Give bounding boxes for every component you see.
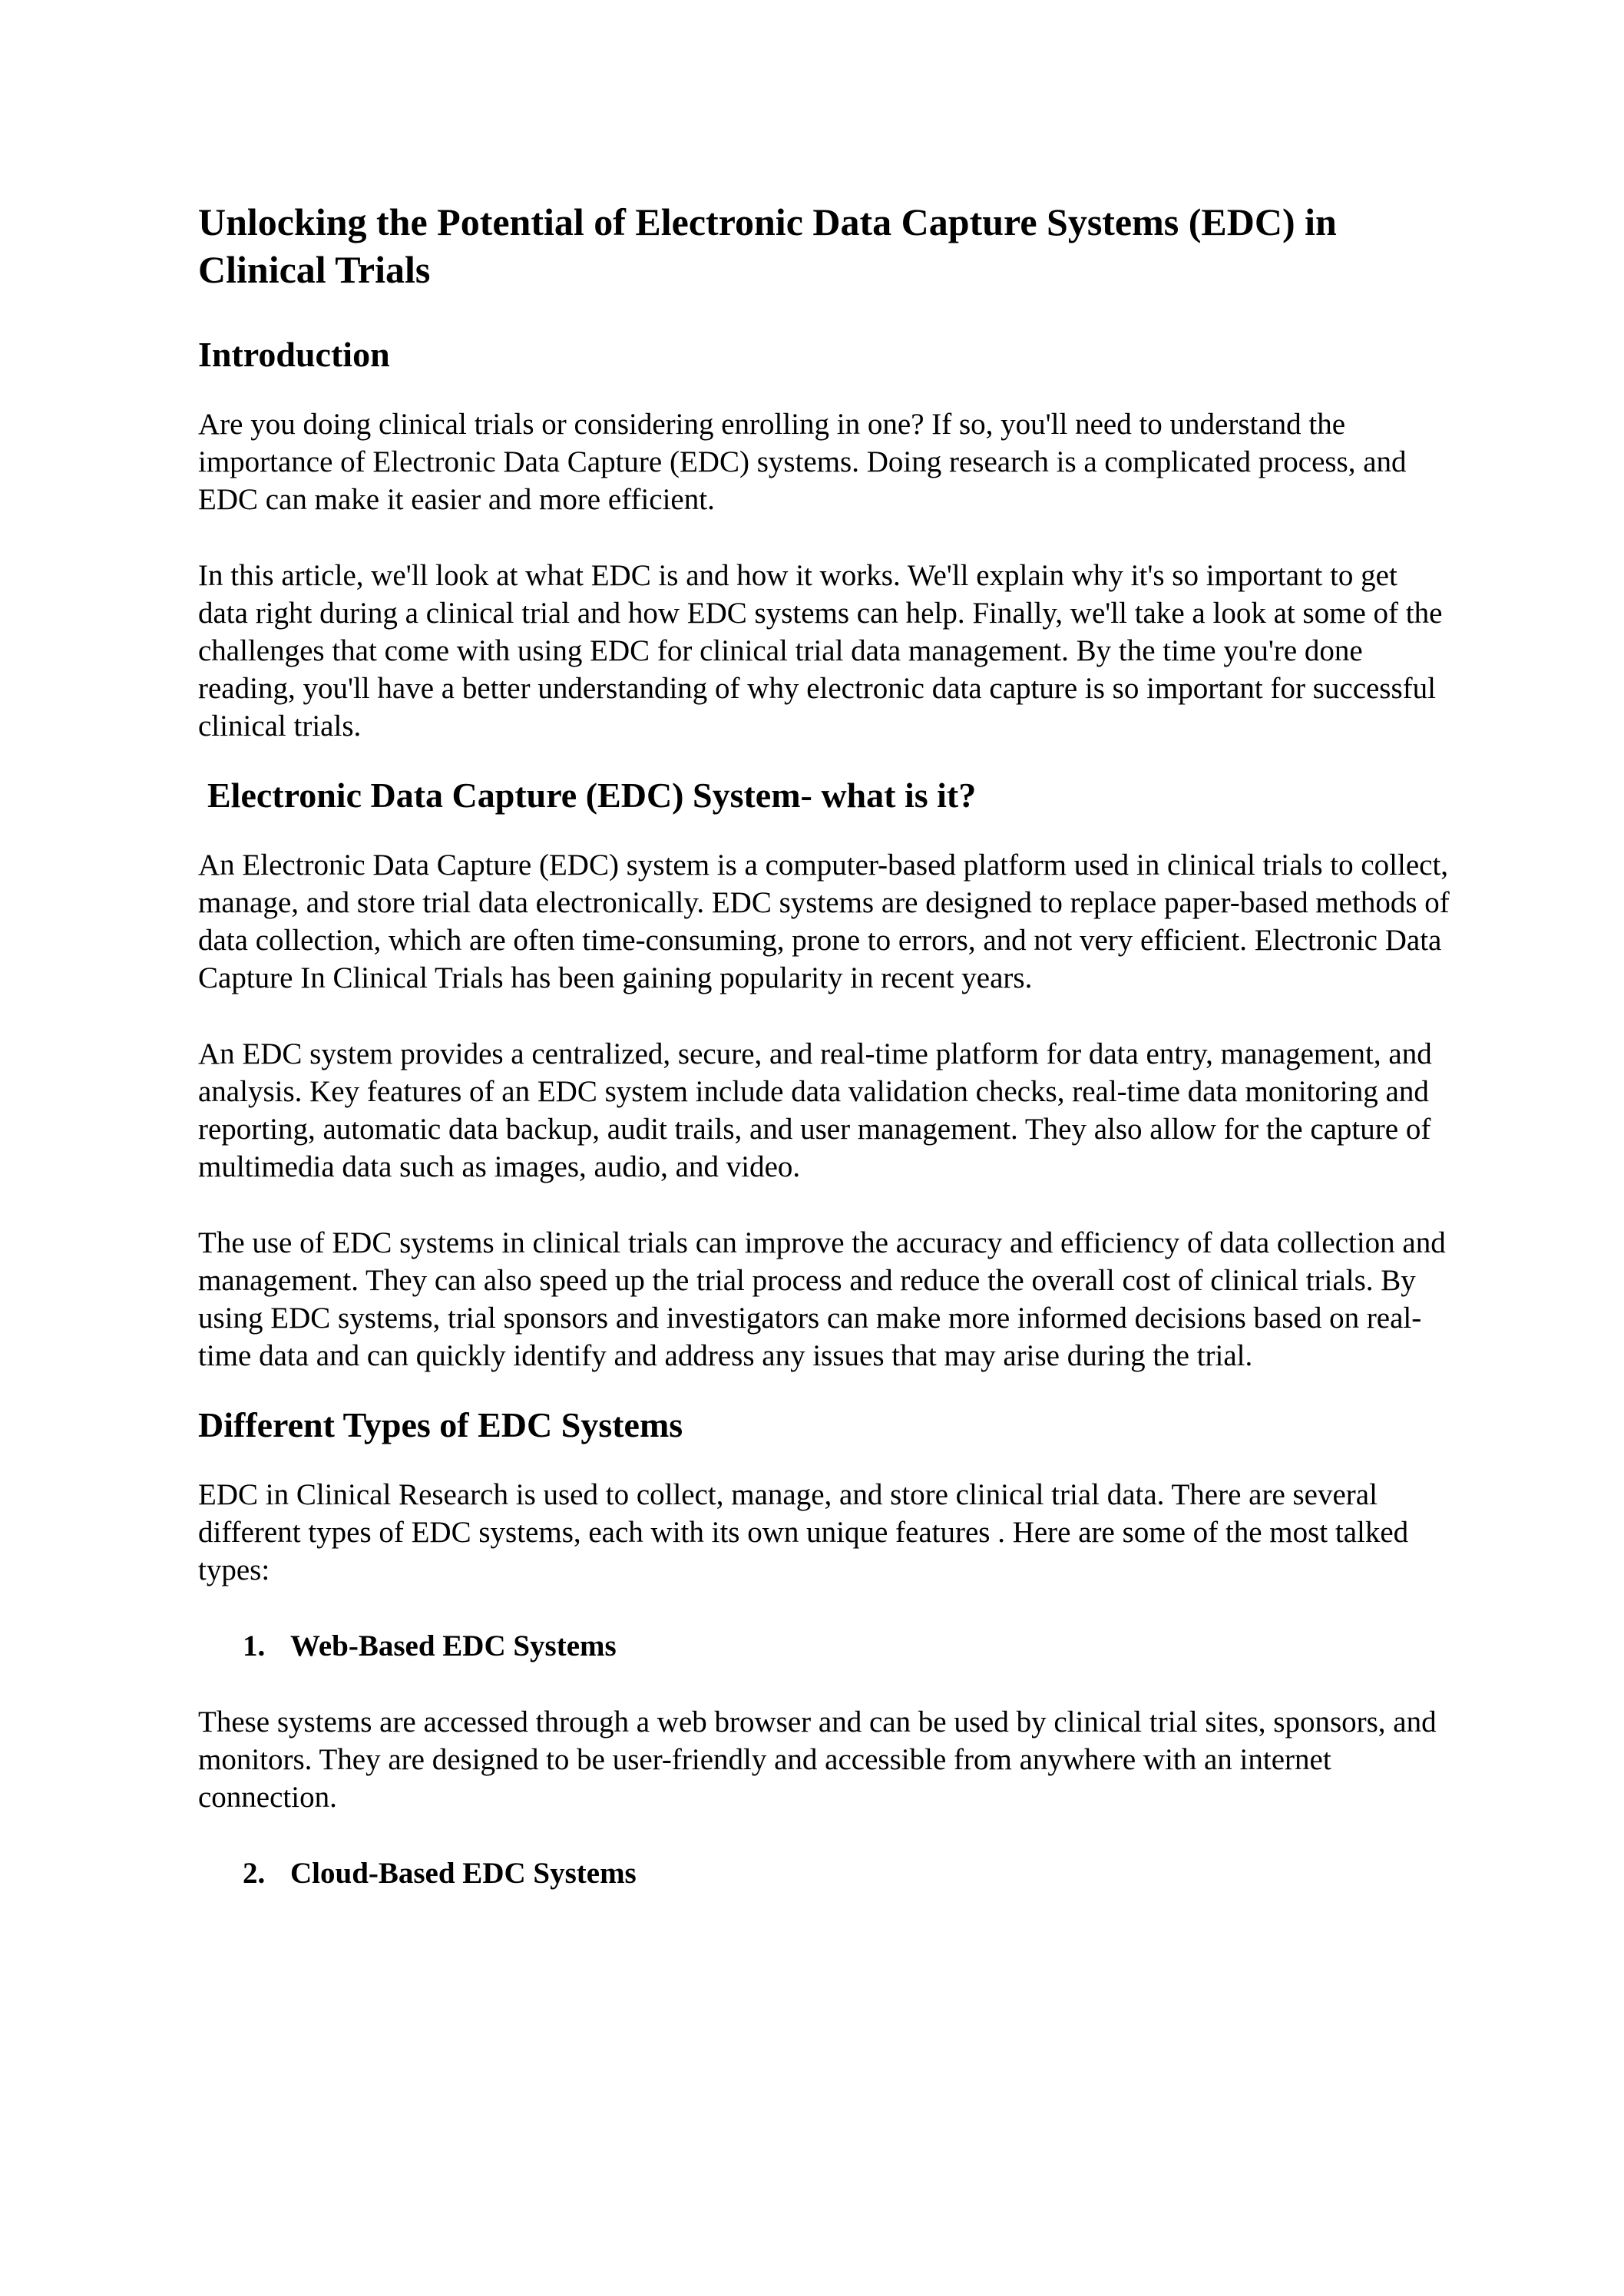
section-heading-what-is-edc: Electronic Data Capture (EDC) System- what is it? <box>207 776 977 815</box>
list-item-title: Web-Based EDC Systems <box>290 1629 617 1662</box>
document-title: Unlocking the Potential of Electronic Data Capture Systems (EDC) in Clinical Trials <box>198 200 1337 291</box>
paragraph: An EDC system provides a centralized, secure, and real-time platform for data entry, management, and analysis. Key features of an EDC system include data validation checks, real-time data monitoring and reporting, automatic data backup, audit trails, and user management. They also allow for the capture of multimedia data such as images, audio, and video. <box>198 1037 1432 1183</box>
paragraph: An Electronic Data Capture (EDC) system is a computer-based platform used in clinical trials to collect, manage, and store trial data electronically. EDC systems are designed to replace paper-based methods of data collection, which are often time-consuming, prone to errors, and not very efficient. Electronic Data Capture In Clinical Trials has been gaining popularity in recent years. <box>198 849 1450 994</box>
section-heading-types: Different Types of EDC Systems <box>198 1405 683 1444</box>
list-item <box>198 1854 1450 1892</box>
list-item-number: 2. <box>243 1857 266 1890</box>
list-item-title: Cloud-Based EDC Systems <box>290 1857 637 1890</box>
paragraph: In this article, we'll look at what EDC is and how it works. We'll explain why it's so important to get data right during a clinical trial and how EDC systems can help. Finally, we'll take a look at some of the challenges that come with using EDC for clinical trial data management. By the time you're done reading, you'll have a better understanding of why electronic data capture is so important for successful clinical trials. <box>198 559 1443 743</box>
paragraph: The use of EDC systems in clinical trials can improve the accuracy and efficiency of data collection and management. They can also speed up the trial process and reduce the overall cost of clinical trials. By using EDC systems, trial sponsors and investigators can make more informed decisions based on real-time data and can quickly identify and address any issues that may arise during the trial. <box>198 1226 1446 1372</box>
section-heading-introduction: Introduction <box>198 335 390 374</box>
paragraph: Are you doing clinical trials or considering enrolling in one? If so, you'll need to understand the importance of Electronic Data Capture (EDC) systems. Doing research is a complicated process, and EDC can make it easier and more efficient. <box>198 408 1407 516</box>
list-item-number: 1. <box>243 1629 266 1662</box>
list-item-description: These systems are accessed through a web browser and can be used by clinical trial sites, sponsors, and monitors. They are designed to be user-friendly and accessible from anywhere with an internet connection. <box>198 1705 1437 1814</box>
document-content <box>198 198 1450 1930</box>
list-item <box>198 1627 1450 1665</box>
paragraph: EDC in Clinical Research is used to collect, manage, and store clinical trial data. There are several different types of EDC systems, each with its own unique features . Here are some of the most talked types: <box>198 1478 1409 1586</box>
